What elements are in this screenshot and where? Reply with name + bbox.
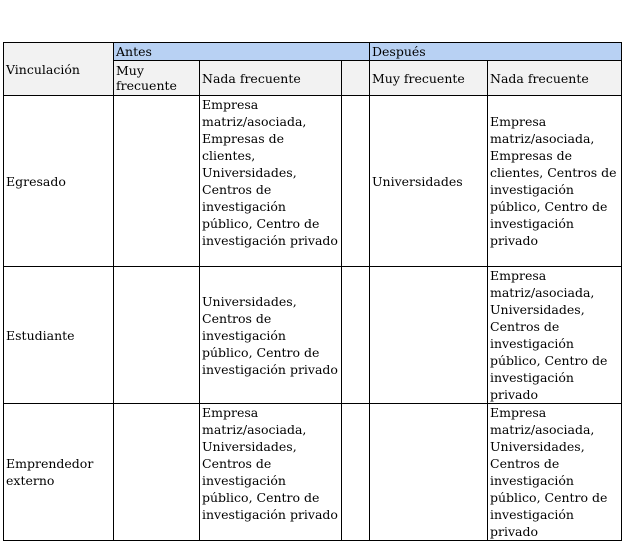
despues-nada-cell: Empresa matriz/asociada, Universidades, Centros de investigación público, Centro de investigación privado xyxy=(488,267,622,404)
empty-cell xyxy=(342,267,370,404)
header-vinculacion: Vinculación xyxy=(4,43,114,96)
table-row xyxy=(4,96,622,267)
empty-cell xyxy=(342,96,370,267)
despues-muy-cell: Universidades xyxy=(370,96,488,267)
antes-muy-cell xyxy=(114,267,200,404)
row-label: Egresado xyxy=(4,96,114,267)
header-antes-muy-frecuente: Muy frecuente xyxy=(114,61,200,96)
antes-nada-cell: Universidades, Centros de investigación público, Centro de investigación privado xyxy=(200,267,342,404)
header-antes-nada-frecuente: Nada frecuente xyxy=(200,61,342,96)
despues-muy-cell xyxy=(370,267,488,404)
antes-muy-cell xyxy=(114,96,200,267)
table-row xyxy=(4,404,622,541)
antes-nada-cell: Empresa matriz/asociada, Universidades, Centros de investigación público, Centro de investigación privado xyxy=(200,404,342,541)
header-despues-muy-frecuente: Muy frecuente xyxy=(370,61,488,96)
antes-nada-cell: Empresa matriz/asociada, Empresas de clientes, Universidades, Centros de investigación público, Centro de investigación privado xyxy=(200,96,342,267)
despues-muy-cell xyxy=(370,404,488,541)
header-antes-empty xyxy=(342,61,370,96)
table-row xyxy=(4,267,622,404)
antes-muy-cell xyxy=(114,404,200,541)
header-despues: Después xyxy=(370,43,622,61)
despues-nada-cell: Empresa matriz/asociada, Universidades, Centros de investigación público, Centro de investigación privado xyxy=(488,404,622,541)
vinculacion-table xyxy=(3,42,622,541)
row-label: Emprendedor externo xyxy=(4,404,114,541)
row-label: Estudiante xyxy=(4,267,114,404)
header-despues-nada-frecuente: Nada frecuente xyxy=(488,61,622,96)
empty-cell xyxy=(342,404,370,541)
despues-nada-cell: Empresa matriz/asociada, Empresas de clientes, Centros de investigación público, Centro de investigación privado xyxy=(488,96,622,267)
header-antes: Antes xyxy=(114,43,370,61)
